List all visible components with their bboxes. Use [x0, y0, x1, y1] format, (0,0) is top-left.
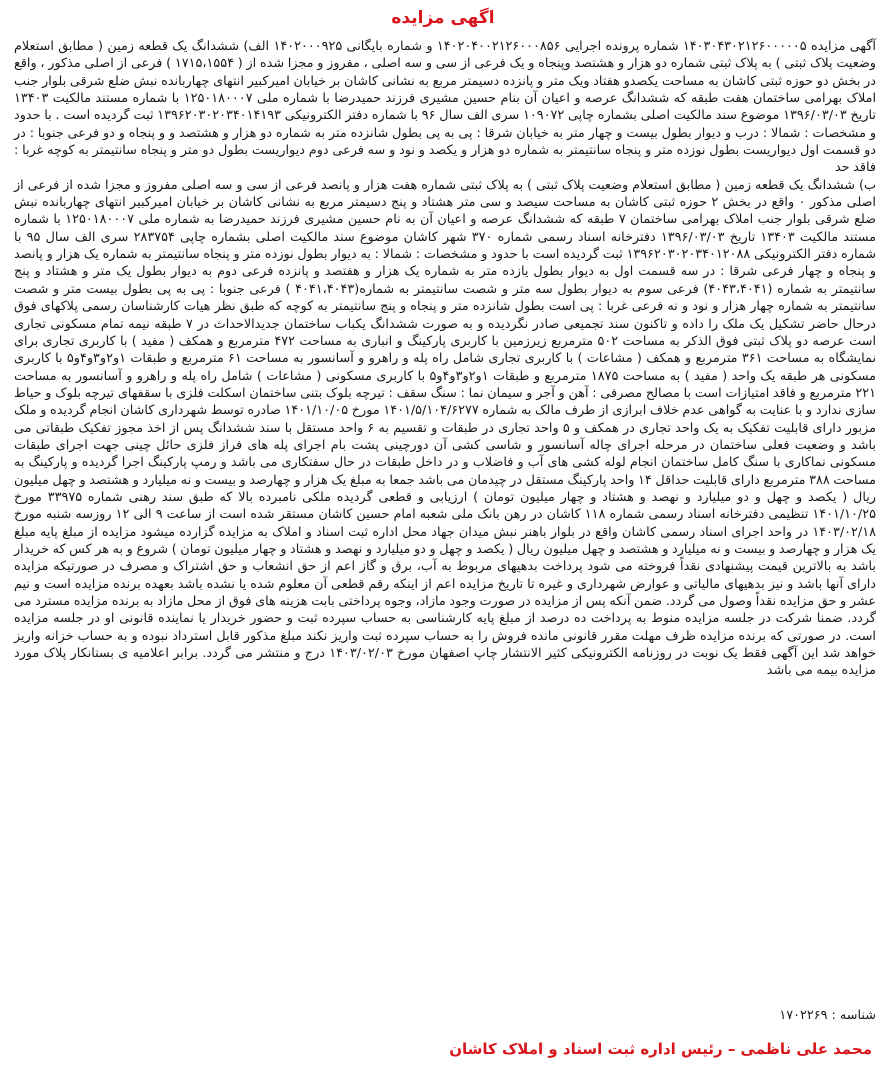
paragraph-plot-b: ب) ششدانگ یک قطعه زمین ( مطابق استعلام وضعیت پلاک ثبتی ) به پلاک ثبتی شماره هفت هزار و پانصد فرعی از سی و سه اصلی مفروز و مجزا شده از فرعی از اصلی مذکور ۰ واقع در بخش ۲ حوزه ثبتی کاشان به مساحت سیصد و سی متر هشتاد و پنج دسیمتر مربع به نشانی کاشان بر خیابان امیرکبیر انتهای چهاربانده نبش ضلع شرقی بلوار جنب املاک بهرامی ساختمان ۷ طبقه که ششدانگ عرصه و اعیان آن به نام حسین مشیری فرزند حمیدرضا به شماره ملی ۱۲۵۰۱۸۰۰۰۷ با شماره مستند مالکیت ۱۳۴۰۳ تاریخ ۱۳۹۶/۰۳/۰۳ دفترخانه اسناد رسمی شماره ۳۷۰ شهر کاشان موضوع سند مالکیت اصلی بشماره چاپی ۲۸۳۷۵۴ سری الف سال ۹۵ با شماره دفتر الکترونیکی ۱۳۹۶۲۰۳۰۲۰۳۴۰۱۲۰۸۸ ثبت گردیده است با حدود و مشخصات : شمالا : به دیوار بطول نوزده متر و پنجاه سانتیمتر به شماره یک هزار و پانصد و پنجاه و چهار فرعی شرقا : در سه قسمت اول به دیوار بطول یازده متر به شماره یک هزار و هفتصد و پانزده فرعی دوم به دیوار بطول یک متر و هشتاد و پنج سانتیمتر به شماره (۴۰۴۳،۴۰۴۱) فرعی سوم به دیوار بطول سه متر و شصت سانتیمتر به شماره(۴۰۴۱،۴۰۴۳ ) فرعی جنوبا : پی به پی بطول بیست متر و شصت سانتیمتر به شماره چهار هزار و نود و نه فرعی غربا : پی است بطول شانزده متر و پنجاه و پنج سانتیمتر به کوچه که طبق نظر هیات کارشناسان رسمی پلاکهای فوق درحال حاضر تشکیل یک ملک را داده و تاکنون سند تجمیعی صادر نگردیده و به صورت ششدانگ یکباب ساختمان جدیدالاحداث در ۷ طبقه نیمه تمام مسکونی تجاری است عرصه دو پلاک ثبتی فوق الذکر به مساحت ۵۰۲ مترمربع زیرزمین با کاربری پارکینگ و انباری به مساحت ۴۷۲ مترمربع و همکف ( مفید ) با کاربری تجاری برای نمایشگاه به مساحت ۳۶۱ مترمربع و همکف ( مشاعات ) با کاربری تجاری شامل راه پله و راهرو و آسانسور به مساحت ۶۱ مترمربع و طبقات ۱و۲و۳و۴و۵ با کاربری مسکونی هر طبقه یک واحد ( مفید ) به مساحت ۱۸۷۵ مترمربع و طبقات ۱و۲و۳و۴و۵ با کاربری مسکونی ( مشاعات ) شامل راه پله و راهرو و آسانسور به مساحت ۲۲۱ مترمربع و فاقد امتیازات است با مصالح مصرفی : آهن و آجر و سیمان نما : سنگ سقف : تیرچه بلوک بتنی ساختمان اسکلت فلزی با سقفهای تیرچه بلوک و حیاط سازی ندارد و با عنایت به گواهی عدم خلاف ابرازی از طرف مالک به شماره ۱۴۰۱/۵/۱۰۴/۶۲۷۷ مورخ ۱۴۰۱/۱۰/۰۵ صادره توسط شهرداری کاشان انجام گردیده و ملک مزبور دارای قابلیت تفکیک به یک واحد تجاری در همکف و ۵ واحد تجاری در طبقات و تقسیم به ۶ واحد مستقل با سند ششدانگ پس از اخذ مجوز تفکیک طبقاتی می باشد و وضعیت فعلی ساختمان در مرحله اجرای چاله آسانسور و شاسی کشی آن دورچینی پشت بام اجرای پله های فراز فلزی حائل چینی جهت اجرای طبقات مسکونی نماکاری با سنگ کامل ساختمان انجام لوله کشی های آب و فاضلاب و در داخل طبقات در حال سفتکاری می باشد و رمپ پارکینگ اجرا گردیده و پارکینگ به مساحت ۳۸۸ مترمربع دارای قابلیت حداقل ۱۴ واحد پارکینگ مستقل در چیدمان می باشد جمعا به مبلغ یک هزار و چهارصد و بیست و نه میلیارد و هشتصد و چهل میلیون ریال ( یکصد و چهل و دو میلیارد و نهصد و هشتاد و چهار میلیون تومان ) ارزیابی و قطعی گردیده ملکی نامبرده بالا که طبق سند رهنی شماره ۳۳۹۷۵ مورخ ۱۴۰۱/۱۰/۲۵ تنظیمی دفترخانه اسناد رسمی شماره ۱۱۸ کاشان در رهن بانک ملی شعبه امام حسین کاشان مستقر شده است از ساعت ۹ الی ۱۲ روزسه شنبه مورخ ۱۴۰۳/۰۲/۱۸ در واحد اجرای اسناد رسمی کاشان واقع در بلوار باهنر نبش میدان جهاد محل اداره ثبت اسناد و املاک به مزایده گزارده میشود مزایده از مبلغ پایه مبلغ یک هزار و چهارصد و بیست و نه میلیارد و هشتصد و چهل میلیون ریال ( یکصد و چهل و دو میلیارد و نهصد و هشتاد و چهار میلیون تومان ) شروع و به هر کس که خریدار باشد به بالاترین قیمت پیشنهادی نقداً فروخته می شود پرداخت بدهیهای مربوط به آب، برق و گاز اعم از حق انشعاب و حق اشتراک و مصرف در صورتیکه مزایده دارای آنها باشد و نیز بدهیهای مالیاتی و عوارض شهرداری و غیره تا تاریخ مزایده اعم از اینکه رقم قطعی آن معلوم شده یا نشده باشد بعهده برنده مزایده است و نیم عشر و حق مزایده نقداً وصول می گردد. ضمن آنکه پس از مزایده در صورت وجود مازاد، وجوه پرداختی بابت هزینه های فوق از محل مازاد به برنده مزایده مسترد می گردد. ضمنا شرکت در جلسه مزایده منوط به پرداخت ده درصد از مبلغ پایه کارشناسی به حساب سپرده ثبت و حضور خریدار یا نماینده قانونی او در جلسه مزایده است. در صورتی که برنده مزایده ظرف مهلت مقرر قانونی مانده فروش را به حساب سپرده ثبت واریز نکند مبلغ مذکور قابل استرداد نبوده و به حساب خزانه واریز خواهد شد این آگهی فقط یک نوبت در روزنامه الکترونیکی کثیر الانتشار چاپ اصفهان مورخ ۱۴۰۳/۰۲/۰۳ درج و منتشر می گردد. برابر اعلامیه ی بستانکار پلاک مورد مزایده بیمه می باشد [14, 177, 877, 679]
paragraph-plot-a: آگهی مزایده ۱۴۰۳۰۴۳۰۲۱۲۶۰۰۰۰۰۵ شماره پرونده اجرایی ۱۴۰۲۰۴۰۰۲۱۲۶۰۰۰۸۵۶ و شماره بایگانی ۱۴۰۲۰۰۰۹۲۵ الف) ششدانگ یک قطعه زمین ( مطابق استعلام وضعیت پلاک ثبتی ) به پلاک ثبتی شماره دو هزار و هشتصد وپنجاه و یک فرعی از سی و سه اصلی ، مفروز و مجزا شده از ( ۱۷۱۵،۱۵۵۴ ) فرعی از اصلی مذکور ، واقع در بخش دو حوزه ثبتی کاشان به مساحت یکصدو هفتاد ویک متر و پانزده دسیمتر مربع به نشانی کاشان بر خیابان امیرکبیر انتهای چهاربانده نبش ضلع شرقی بلوار جنب املاک بهرامی ساختمان هفت طبقه که ششدانگ عرصه و اعیان آن بنام حسین مشیری فرزند حمیدرضا با شماره ملی ۱۲۵۰۱۸۰۰۰۷ با شماره مستند مالکیت ۱۳۴۰۳ تاریخ ۱۳۹۶/۰۳/۰۳ موضوع سند مالکیت اصلی بشماره چاپی ۱۰۹۰۷۲ سری الف سال ۹۶ با شماره دفتر الکترونیکی ۱۳۹۶۲۰۳۰۲۰۳۴۰۱۴۱۹۳ ثبت گردیده است . با حدود و مشخصات : شمالا : درب و دیوار بطول بیست و چهار متر به خیابان شرقا : پی به پی بطول شانزده متر به شماره دو هزار و هشتصد و و پنجاه و دو فرعی جنوبا : در دو قسمت اول دیواریست بطول نوزده متر و پنجاه سانتیمتر به شماره دو هزار و یکصد و نود و سه فرعی دوم دیواریست بطول دو متر و پنجاه سانتیمتر به کوچه غربا : فاقد حد [14, 39, 877, 176]
notice-title: اگهی مزایده [391, 8, 495, 28]
notice-body [14, 38, 876, 680]
reference-id: شناسه : ۱۷۰۲۲۶۹ [779, 1008, 876, 1023]
signature-line: محمد علی ناظمی – رئیس اداره ثبت اسناد و املاک کاشان [449, 1040, 872, 1058]
